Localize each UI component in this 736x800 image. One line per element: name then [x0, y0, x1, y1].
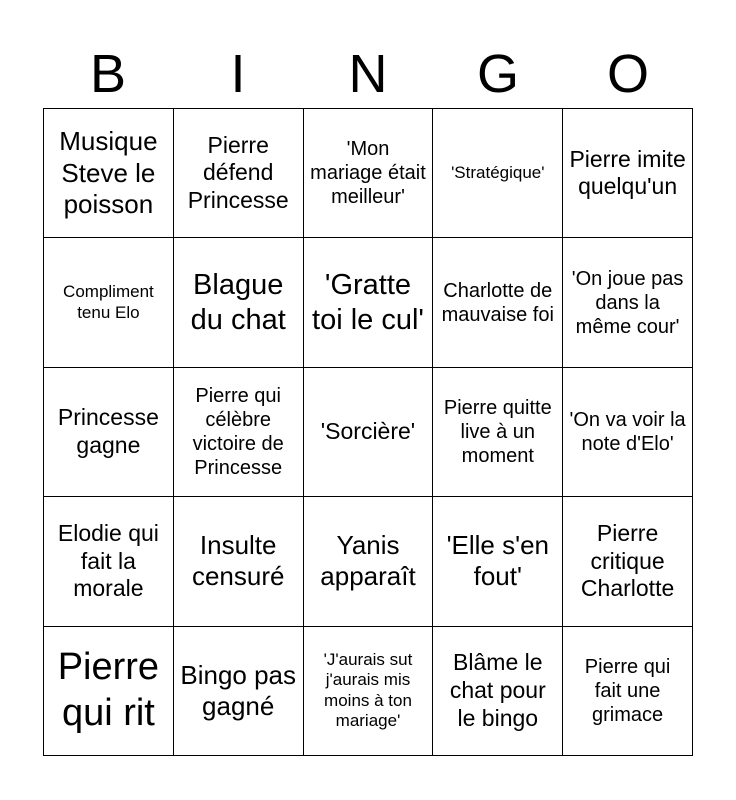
cell-text: Pierre qui fait une grimace	[584, 655, 671, 726]
bingo-cell-r1c5[interactable]	[563, 109, 693, 238]
bingo-cell-r3c4[interactable]	[433, 368, 563, 497]
bingo-cell-r2c2[interactable]	[174, 238, 304, 367]
bingo-cell-r4c1[interactable]	[44, 497, 174, 626]
cell-text: Insulte censuré	[191, 530, 285, 592]
bingo-cell-r2c5[interactable]	[563, 238, 693, 367]
cell-text: 'Elle s'en fout'	[446, 530, 549, 592]
bingo-cell-r5c1[interactable]	[44, 627, 174, 756]
cell-text: 'Sorcière'	[320, 418, 416, 445]
cell-text: 'On va voir la note d'Elo'	[569, 408, 686, 455]
header-letter-b: B	[89, 44, 127, 104]
cell-text: Blague du chat	[190, 268, 286, 336]
cell-text: Blâme le chat pour le bingo	[449, 649, 546, 731]
bingo-cell-r1c4[interactable]	[433, 109, 563, 238]
cell-text: Pierre critique Charlotte	[580, 520, 675, 602]
bingo-cell-r1c3[interactable]	[304, 109, 434, 238]
bingo-cell-r2c4[interactable]	[433, 238, 563, 367]
cell-text: Pierre défend Princesse	[187, 131, 289, 213]
cell-text: Elodie qui fait la morale	[57, 520, 159, 602]
bingo-cell-r2c3[interactable]	[304, 238, 434, 367]
cell-text: Pierre imite quelqu'un	[569, 145, 686, 200]
bingo-header	[43, 40, 693, 108]
cell-text: Bingo pas gagné	[180, 659, 297, 721]
header-letter-n: N	[348, 44, 388, 104]
bingo-cell-r4c2[interactable]	[174, 497, 304, 626]
cell-text: Pierre qui rit	[57, 646, 160, 734]
bingo-cell-r5c3[interactable]	[304, 627, 434, 756]
cell-text: Musique Steve le poisson	[59, 126, 158, 219]
cell-text: Charlotte de mauvaise foi	[441, 279, 554, 326]
bingo-cell-r3c3[interactable]	[304, 368, 434, 497]
cell-text: 'Mon mariage était meilleur'	[310, 138, 426, 209]
bingo-cell-r4c4[interactable]	[433, 497, 563, 626]
header-letter-g: G	[476, 44, 519, 104]
bingo-cell-r5c5[interactable]	[563, 627, 693, 756]
cell-text: 'J'aurais sut j'aurais mis moins à ton mariage'	[323, 650, 413, 731]
cell-text: 'Gratte toi le cul'	[312, 268, 424, 336]
bingo-board	[43, 108, 693, 756]
bingo-cell-r5c4[interactable]	[433, 627, 563, 756]
cell-text: Pierre qui célèbre victoire de Princesse	[192, 384, 284, 479]
bingo-cell-r4c3[interactable]	[304, 497, 434, 626]
bingo-cell-r3c1[interactable]	[44, 368, 174, 497]
bingo-cell-r4c5[interactable]	[563, 497, 693, 626]
bingo-cell-r1c2[interactable]	[174, 109, 304, 238]
cell-text: Pierre quitte live à un moment	[443, 396, 552, 467]
bingo-cell-r5c2[interactable]	[174, 627, 304, 756]
bingo-cell-r2c1[interactable]	[44, 238, 174, 367]
header-letter-o: O	[606, 44, 649, 104]
cell-text: 'Stratégique'	[451, 163, 545, 182]
bingo-cell-r3c2[interactable]	[174, 368, 304, 497]
cell-text: Compliment tenu Elo	[63, 282, 154, 322]
cell-text: Princesse gagne	[57, 404, 159, 458]
cell-text: 'On joue pas dans la même cour'	[571, 267, 684, 338]
bingo-cell-r3c5[interactable]	[563, 368, 693, 497]
bingo-cell-r1c1[interactable]	[44, 109, 174, 238]
header-letter-i: I	[230, 44, 246, 104]
cell-text: Yanis apparaît	[320, 530, 416, 592]
